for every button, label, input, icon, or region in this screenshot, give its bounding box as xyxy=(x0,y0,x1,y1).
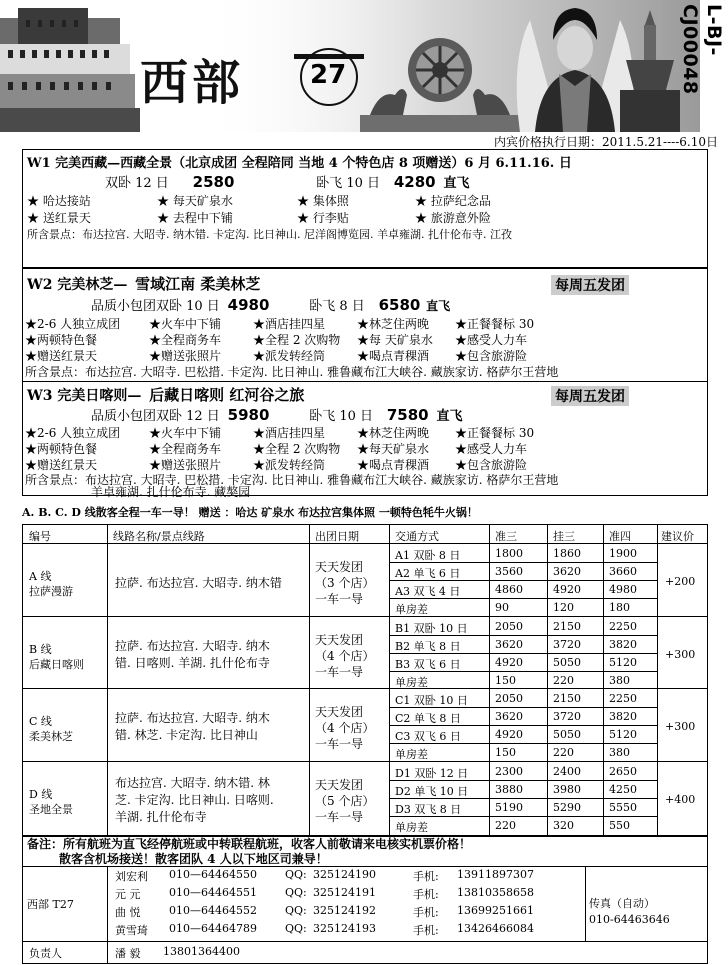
price-cell: 5190 xyxy=(495,801,523,814)
table-header: 出团日期 xyxy=(315,530,359,543)
brand-number-logo xyxy=(300,48,358,106)
w3-option1-label: 品质小包团双卧 12 日 xyxy=(91,409,220,424)
price-cell: 4980 xyxy=(609,583,637,596)
table-header: 准四 xyxy=(609,530,631,543)
price-cell: 3720 xyxy=(553,638,581,651)
group-note xyxy=(22,504,478,520)
contact-mobile-label: 手机: xyxy=(413,870,439,883)
price-cell: 2250 xyxy=(609,620,637,633)
group-rule xyxy=(23,688,707,689)
w2-departure-badge: 每周五发团 xyxy=(551,275,629,295)
suggested-markup: +300 xyxy=(665,648,696,661)
suggested-markup: +300 xyxy=(665,720,696,733)
w3-sights-continued: 羊卓雍湖. 扎什伦布寺. 藏獒园 xyxy=(91,485,251,499)
price-cell: 180 xyxy=(609,601,630,614)
route-sights: 芝. 卡定沟. 比日神山. 日喀则. xyxy=(115,793,274,807)
w2-feature: ★包含旅游险 xyxy=(455,349,528,363)
contact-name: 黄雪琦 xyxy=(115,924,148,937)
suggested-markup: +200 xyxy=(665,575,696,588)
price-cell: A3 双飞 4 日 xyxy=(395,585,461,598)
manager-label: 负责人 xyxy=(29,947,62,960)
w3-feature: ★包含旅游险 xyxy=(455,458,528,472)
contact-name: 曲 悦 xyxy=(115,906,141,919)
price-cell: 320 xyxy=(553,819,574,832)
table-header: 准三 xyxy=(495,530,517,543)
w1-feature: ★ 去程中下铺 xyxy=(157,211,233,225)
w1-feature: ★ 行李贴 xyxy=(297,211,349,225)
contact-name: 元 元 xyxy=(115,888,141,901)
w2-feature: ★2-6 人独立成团 xyxy=(25,317,121,331)
route-sights: 拉萨. 布达拉宫. 大昭寺. 纳木 xyxy=(115,639,270,653)
table-divider xyxy=(107,525,108,836)
w3-feature: ★火车中下铺 xyxy=(149,426,222,440)
price-cell: 4920 xyxy=(553,583,581,596)
w3-feature: ★2-6 人独立成团 xyxy=(25,426,121,440)
row-rule xyxy=(389,816,657,817)
price-cell: 单房差 xyxy=(395,748,428,761)
departure-info: 天天发团 xyxy=(315,705,364,719)
contact-mobile-label: 手机: xyxy=(413,924,439,937)
w3-feature: ★林芝住两晚 xyxy=(357,426,430,440)
row-rule xyxy=(389,653,657,654)
w3-feature: ★全程商务车 xyxy=(149,442,222,456)
w1-feature: ★ 集体照 xyxy=(297,194,349,208)
w3-feature: ★两顿特色餐 xyxy=(25,442,98,456)
table-header: 交通方式 xyxy=(395,530,439,543)
row-rule xyxy=(389,707,657,708)
price-cell: C3 双飞 6 日 xyxy=(395,730,461,743)
price-cell: 220 xyxy=(553,674,574,687)
row-rule xyxy=(389,743,657,744)
price-cell: 2650 xyxy=(609,765,637,778)
price-cell: 380 xyxy=(609,746,630,759)
remarks-line-2: 散客含机场接送！散客团队 4 人以下地区司兼导！ xyxy=(59,852,328,866)
price-cell: 4250 xyxy=(609,783,637,796)
agency-label: 西部 T27 xyxy=(27,898,74,911)
departure-info: （5 个店） xyxy=(315,794,375,808)
group-note-text: A. B. C. D 线散客全程一车一导！ 赠送 ：哈达 矿泉水 布达拉宫集体照 一顿特色牦牛火锅！ xyxy=(22,506,478,519)
contact-phone: 010—64464550 xyxy=(169,868,257,881)
section-divider xyxy=(585,866,586,941)
w3-sights: 所含景点：布达拉宫. 大昭寺. 巴松措. 卡定沟. 比日神山. 雅鲁藏布江大峡谷. 藏族家访. 格萨尔王营地 xyxy=(25,473,559,487)
w1-option1-price: 2580 xyxy=(192,173,235,191)
contact-qq: 325124190 xyxy=(313,868,376,881)
route-sights: 布达拉宫. 大昭寺. 纳木错. 林 xyxy=(115,776,270,790)
w3-feature: ★感受人力车 xyxy=(455,442,528,456)
contact-mobile: 13810358658 xyxy=(457,886,534,899)
manager-phone: 13801364400 xyxy=(163,945,240,958)
price-cell: 2150 xyxy=(553,620,581,633)
brand-name: 西部 xyxy=(140,55,245,111)
row-rule xyxy=(389,671,657,672)
w3-title xyxy=(27,384,304,405)
w2-feature: ★酒店挂四星 xyxy=(253,317,326,331)
contact-name: 刘宏利 xyxy=(115,870,148,883)
header-banner xyxy=(0,0,728,132)
table-divider xyxy=(309,525,310,836)
w1-price-line xyxy=(105,172,469,191)
route-code: C 线 xyxy=(29,715,52,728)
contact-mobile: 13699251661 xyxy=(457,904,534,917)
price-cell: 4920 xyxy=(495,728,523,741)
departure-info: 天天发团 xyxy=(315,560,364,574)
departure-info: 一车一导 xyxy=(315,737,364,751)
route-name: 拉萨漫游 xyxy=(29,585,73,598)
contacts-section xyxy=(22,835,708,964)
w1-option2-label: 卧飞 10 日 xyxy=(316,176,381,191)
contact-qq-label: QQ: xyxy=(285,868,307,881)
price-cell: 4860 xyxy=(495,583,523,596)
w3-option1-price: 5980 xyxy=(227,406,270,424)
fax-number: 010-64463646 xyxy=(589,913,670,926)
price-cell: 5290 xyxy=(553,801,581,814)
route-sights: 错. 日喀则. 羊湖. 扎什伦布寺 xyxy=(115,656,270,670)
w3-feature: ★派发转经筒 xyxy=(253,458,326,472)
row-rule xyxy=(389,725,657,726)
section-divider xyxy=(107,866,108,963)
w1-feature: ★ 每天矿泉水 xyxy=(157,194,233,208)
suggested-markup: +400 xyxy=(665,793,696,806)
price-table xyxy=(22,524,708,837)
price-cell: 5050 xyxy=(553,656,581,669)
route-sights: 错. 林芝. 卡定沟. 比日神山 xyxy=(115,728,258,742)
w2-feature: ★两顿特色餐 xyxy=(25,333,98,347)
row-rule xyxy=(389,562,657,563)
w2-feature: ★林芝住两晚 xyxy=(357,317,430,331)
w2-direct-tag: 直飞 xyxy=(426,299,451,313)
route-box-w1 xyxy=(22,149,708,268)
w2-option1-price: 4980 xyxy=(227,296,270,314)
w1-title: W1 完美西藏—西藏全景（北京成团 全程陪同 当地 4 个特色店 8 项赠送）6 月 6.11.16. 日 xyxy=(27,156,572,171)
contact-mobile: 13426466084 xyxy=(457,922,534,935)
route-box-w2 xyxy=(22,268,708,382)
departure-info: 天天发团 xyxy=(315,633,364,647)
price-cell: 5550 xyxy=(609,801,637,814)
w2-price-line xyxy=(91,295,450,314)
w1-direct-tag: 直飞 xyxy=(443,176,470,191)
w2-feature: ★感受人力车 xyxy=(455,333,528,347)
route-sights: 拉萨. 布达拉宫. 大昭寺. 纳木错 xyxy=(115,576,282,590)
price-cell: 150 xyxy=(495,746,516,759)
price-cell: 单房差 xyxy=(395,603,428,616)
price-cell: D2 单飞 10 日 xyxy=(395,785,469,798)
w3-feature: ★每天矿泉水 xyxy=(357,442,430,456)
price-cell: 单房差 xyxy=(395,821,428,834)
w2-option2-label: 卧飞 8 日 xyxy=(309,299,365,314)
row-rule xyxy=(389,798,657,799)
table-divider xyxy=(389,525,390,836)
contact-qq: 325124192 xyxy=(313,904,376,917)
contact-phone: 010—64464789 xyxy=(169,922,257,935)
w2-feature: ★每 天矿泉水 xyxy=(357,333,433,347)
contact-phone: 010—64464552 xyxy=(169,904,257,917)
route-sights: 羊湖. 扎什伦布寺 xyxy=(115,810,207,824)
route-code: A 线 xyxy=(29,570,52,583)
price-cell: 150 xyxy=(495,674,516,687)
section-rule xyxy=(23,941,707,942)
contact-qq-label: QQ: xyxy=(285,904,307,917)
price-cell: 3620 xyxy=(495,638,523,651)
w2-title xyxy=(27,273,260,294)
w3-direct-tag: 直飞 xyxy=(436,409,463,424)
contact-mobile-label: 手机: xyxy=(413,906,439,919)
table-rule xyxy=(23,543,707,544)
price-cell: 3980 xyxy=(553,783,581,796)
w3-feature: ★酒店挂四星 xyxy=(253,426,326,440)
w1-feature: ★ 拉萨纪念品 xyxy=(415,194,491,208)
price-cell: 380 xyxy=(609,674,630,687)
w2-feature: ★正餐餐标 30 xyxy=(455,317,535,331)
group-rule xyxy=(23,616,707,617)
price-cell: 2300 xyxy=(495,765,523,778)
price-cell: C1 双卧 10 日 xyxy=(395,694,468,707)
contact-qq-label: QQ: xyxy=(285,886,307,899)
contact-qq-label: QQ: xyxy=(285,922,307,935)
price-cell: 3620 xyxy=(553,565,581,578)
product-code: L-BJ-CJ00048 xyxy=(679,4,725,95)
departure-info: （4 个店） xyxy=(315,649,375,663)
w1-feature: ★ 哈达接站 xyxy=(27,194,91,208)
price-cell: 3620 xyxy=(495,710,523,723)
route-name: 后藏日喀则 xyxy=(29,658,84,671)
w1-sights: 所含景点：布达拉宫. 大昭寺. 纳木错. 卡定沟. 比日神山. 尼洋阁博览园. 羊卓雍湖. 扎什伦布寺. 江孜 xyxy=(27,228,512,241)
group-rule xyxy=(23,761,707,762)
w2-feature: ★派发转经筒 xyxy=(253,349,326,363)
route-name: 柔美林芝 xyxy=(29,730,73,743)
brand-number: 27 xyxy=(310,60,347,90)
table-divider xyxy=(657,525,658,836)
w2-feature: ★火车中下铺 xyxy=(149,317,222,331)
price-cell: D1 双卧 12 日 xyxy=(395,767,469,780)
w2-feature: ★全程 2 次购物 xyxy=(253,333,341,347)
price-cell: C2 单飞 8 日 xyxy=(395,712,461,725)
price-cell: B1 双卧 10 日 xyxy=(395,622,468,635)
departure-info: 一车一导 xyxy=(315,665,364,679)
w2-feature: ★全程商务车 xyxy=(149,333,222,347)
w3-option2-price: 7580 xyxy=(386,406,429,424)
w3-title-main: 后藏日喀则 红河谷之旅 xyxy=(149,386,305,404)
price-cell: B2 单飞 8 日 xyxy=(395,640,461,653)
departure-info: 一车一导 xyxy=(315,810,364,824)
section-rule xyxy=(23,866,707,867)
price-cell: 1800 xyxy=(495,547,523,560)
w1-option2-price: 4280 xyxy=(393,173,436,191)
price-cell: 3820 xyxy=(609,710,637,723)
table-divider xyxy=(547,525,548,836)
route-name: 圣地全景 xyxy=(29,803,73,816)
w2-title-main: 雪域江南 柔美林芝 xyxy=(135,275,261,293)
contact-mobile: 13911897307 xyxy=(457,868,534,881)
w3-option2-label: 卧飞 10 日 xyxy=(309,409,374,424)
departure-info: 一车一导 xyxy=(315,592,364,606)
table-header: 挂三 xyxy=(553,530,575,543)
price-cell: 4920 xyxy=(495,656,523,669)
price-cell: B3 双飞 6 日 xyxy=(395,658,461,671)
price-cell: 2400 xyxy=(553,765,581,778)
remarks-line-1: 备注：所有航班为直飞经停航班或中转联程航班，收客人前敬请来电核实机票价格！ xyxy=(27,837,472,851)
price-cell: 120 xyxy=(553,601,574,614)
table-header: 建议价 xyxy=(661,530,694,543)
price-cell: D3 双飞 8 日 xyxy=(395,803,462,816)
price-cell: A1 双卧 8 日 xyxy=(395,549,461,562)
price-cell: 3560 xyxy=(495,565,523,578)
w3-feature: ★喝点青稞酒 xyxy=(357,458,430,472)
price-cell: 2050 xyxy=(495,692,523,705)
price-cell: 550 xyxy=(609,819,630,832)
w2-title-prefix: W2 完美林芝— xyxy=(27,277,128,293)
w1-feature: ★ 旅游意外险 xyxy=(415,211,491,225)
contact-qq: 325124193 xyxy=(313,922,376,935)
row-rule xyxy=(389,580,657,581)
row-rule xyxy=(389,598,657,599)
fax-label: 传真（自动） xyxy=(589,897,655,910)
route-code: B 线 xyxy=(29,643,52,656)
price-cell: 3820 xyxy=(609,638,637,651)
w2-feature: ★赠送红景天 xyxy=(25,349,98,363)
price-cell: 2250 xyxy=(609,692,637,705)
w3-feature: ★全程 2 次购物 xyxy=(253,442,341,456)
price-cell: 单房差 xyxy=(395,676,428,689)
price-cell: 220 xyxy=(553,746,574,759)
price-effective-date: 内宾价格执行日期：2011.5.21----6.10日 xyxy=(493,135,718,149)
departure-info: （4 个店） xyxy=(315,721,375,735)
route-code: D 线 xyxy=(29,788,53,801)
row-rule xyxy=(389,635,657,636)
price-cell: 3720 xyxy=(553,710,581,723)
w3-feature: ★赠送张照片 xyxy=(149,458,222,472)
w2-feature: ★赠送张照片 xyxy=(149,349,222,363)
table-divider xyxy=(489,525,490,836)
table-header: 线路名称/景点线路 xyxy=(113,530,205,543)
w3-title-prefix: W3 完美日喀则— xyxy=(27,388,142,404)
contact-qq: 325124191 xyxy=(313,886,376,899)
row-rule xyxy=(389,780,657,781)
w3-departure-badge: 每周五发团 xyxy=(551,386,629,406)
contact-phone: 010—64464551 xyxy=(169,886,257,899)
price-cell: 1900 xyxy=(609,547,637,560)
potala-palace-icon xyxy=(0,8,140,132)
price-cell: 5120 xyxy=(609,728,637,741)
price-cell: 220 xyxy=(495,819,516,832)
price-cell: 5050 xyxy=(553,728,581,741)
w2-option2-price: 6580 xyxy=(378,296,421,314)
price-cell: 1860 xyxy=(553,547,581,560)
w3-price-line xyxy=(91,405,462,424)
w1-feature: ★ 送红景天 xyxy=(27,211,91,225)
w3-feature: ★赠送红景天 xyxy=(25,458,98,472)
price-cell: A2 单飞 6 日 xyxy=(395,567,461,580)
price-cell: 5120 xyxy=(609,656,637,669)
price-cell: 90 xyxy=(495,601,509,614)
w1-option1-label: 双卧 12 日 xyxy=(105,176,169,191)
table-divider xyxy=(603,525,604,836)
route-sights: 拉萨. 布达拉宫. 大昭寺. 纳木 xyxy=(115,711,270,725)
contact-mobile-label: 手机: xyxy=(413,888,439,901)
w2-feature: ★喝点青稞酒 xyxy=(357,349,430,363)
departure-info: 天天发团 xyxy=(315,778,364,792)
w2-option1-label: 品质小包团双卧 10 日 xyxy=(91,299,220,314)
price-cell: 3660 xyxy=(609,565,637,578)
table-header: 编号 xyxy=(29,530,51,543)
departure-info: （3 个店） xyxy=(315,576,375,590)
price-cell: 2050 xyxy=(495,620,523,633)
manager-name: 潘 毅 xyxy=(115,947,141,960)
w2-sights: 所含景点：布达拉宫. 大昭寺. 巴松措. 卡定沟. 比日神山. 雅鲁藏布江大峡谷. 藏族家访. 格萨尔王营地 xyxy=(25,365,559,379)
route-box-w3 xyxy=(22,381,708,499)
price-cell: 3880 xyxy=(495,783,523,796)
price-cell: 2150 xyxy=(553,692,581,705)
w3-feature: ★正餐餐标 30 xyxy=(455,426,535,440)
